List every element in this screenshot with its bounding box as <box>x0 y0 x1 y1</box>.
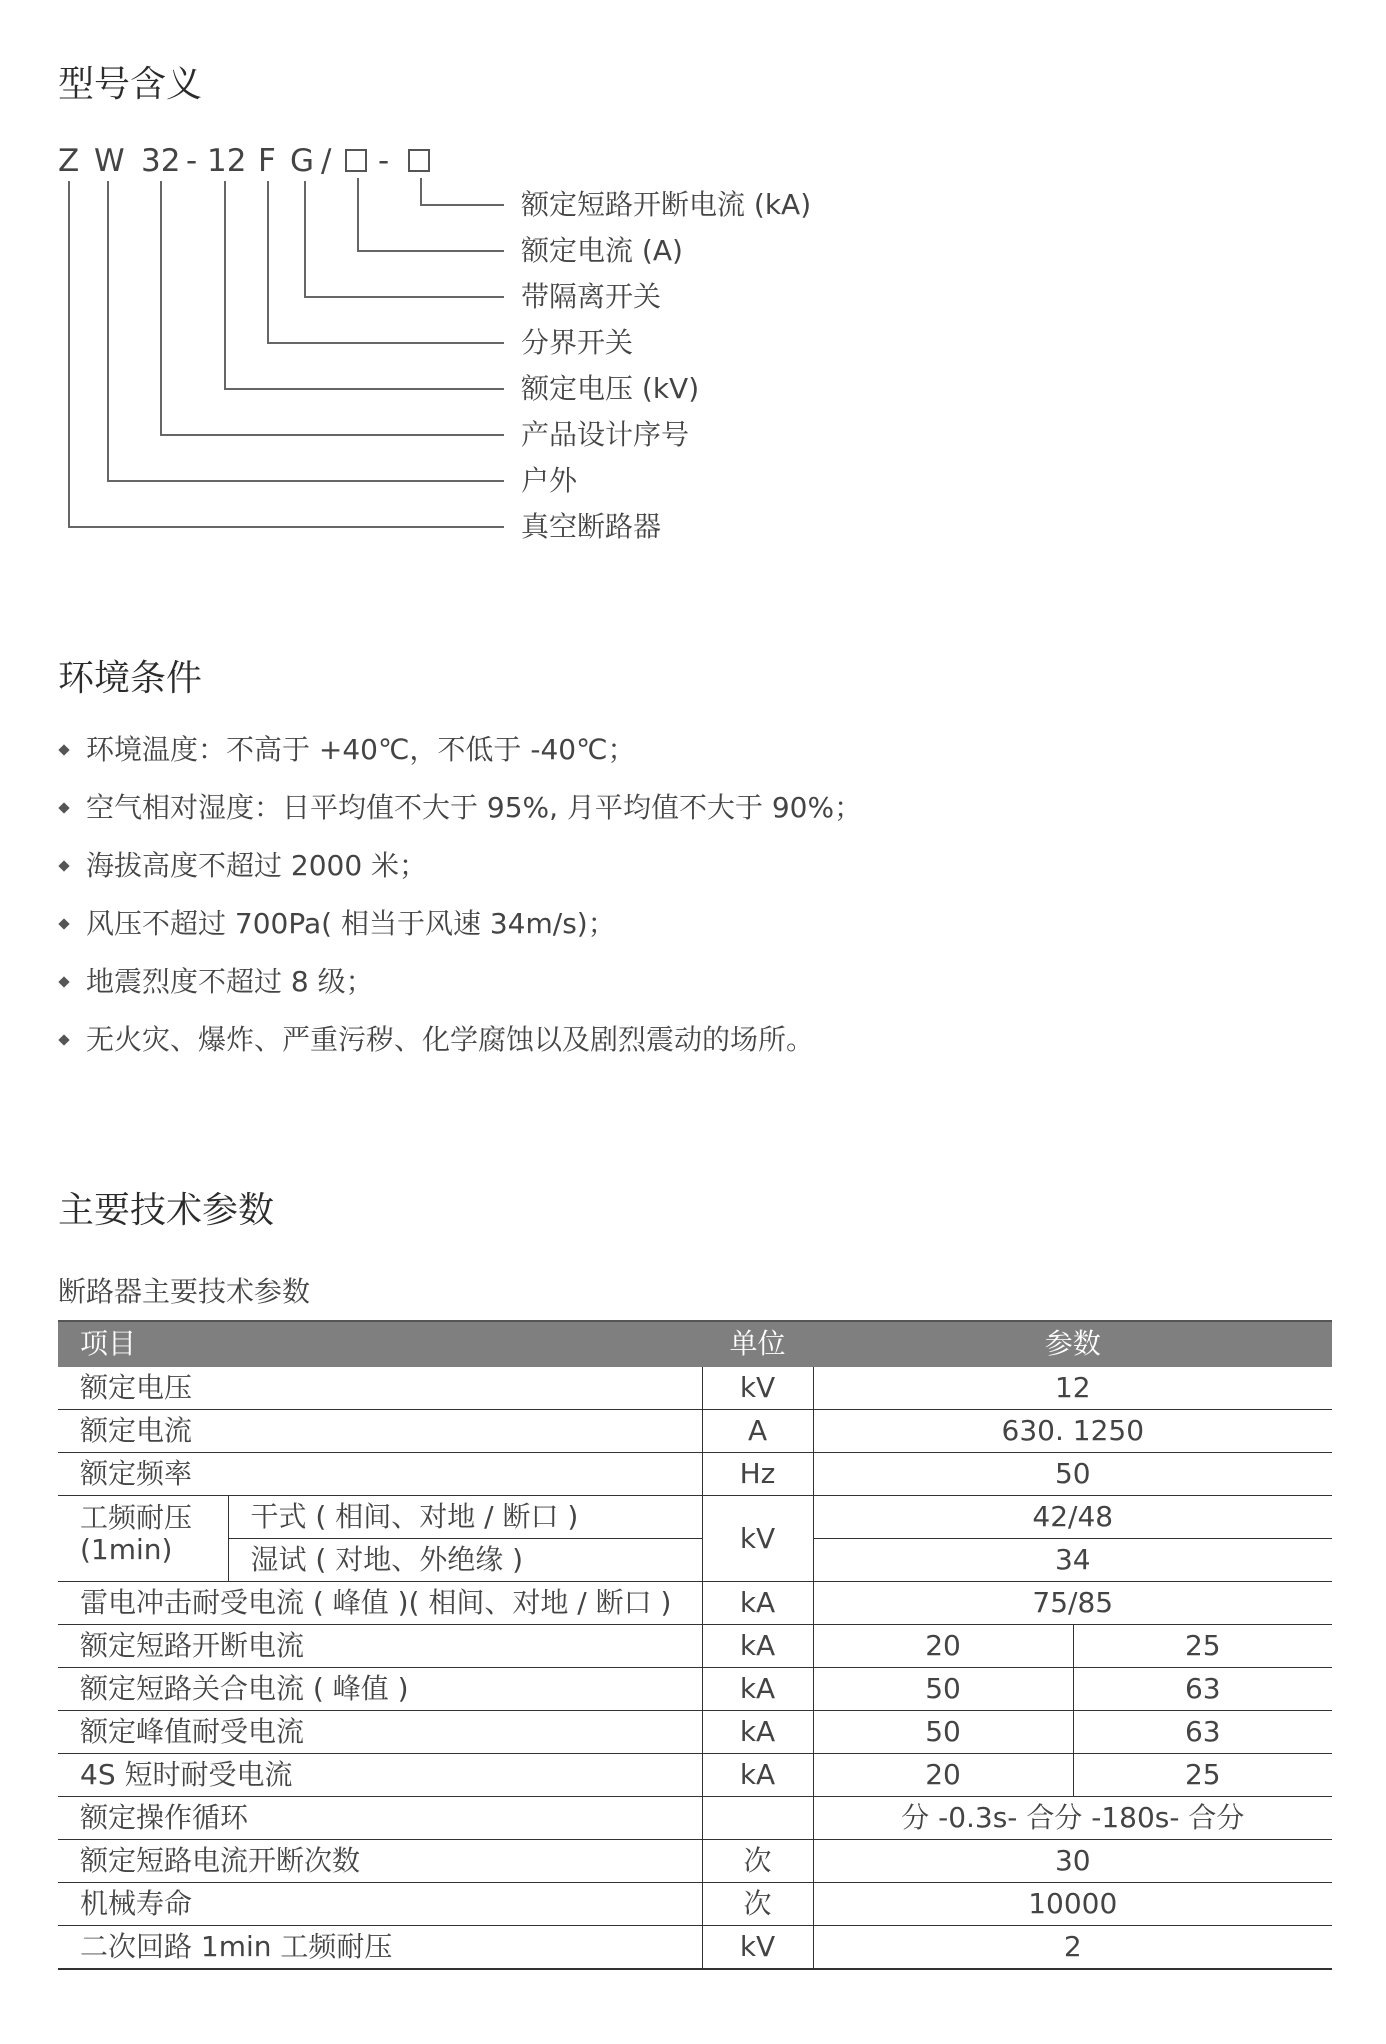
leader-line <box>304 296 504 298</box>
table-row: 额定峰值耐受电流 kA 50 63 <box>58 1711 1332 1754</box>
list-item: 风压不超过 700Pa( 相当于风速 34m/s)； <box>58 904 862 962</box>
diamond-bullet-icon <box>58 860 69 871</box>
power-freq-item: 工频耐压 (1min) <box>58 1496 228 1582</box>
leader-line <box>160 181 162 435</box>
spec-table <box>58 1320 1332 1970</box>
table-caption: 断路器主要技术参数 <box>58 1275 311 1308</box>
code-char-f: F <box>258 143 276 179</box>
table-row: 二次回路 1min 工频耐压 kV 2 <box>58 1926 1332 1970</box>
header-item: 项目 <box>58 1321 702 1367</box>
code-char-z: Z <box>58 143 80 179</box>
leader-line <box>224 181 226 389</box>
model-code-diagram <box>0 0 1386 560</box>
leader-line <box>304 181 306 297</box>
environment-list <box>58 730 862 1078</box>
leader-line <box>357 250 504 252</box>
leader-line <box>107 181 109 481</box>
legend-label-vacuum-breaker: 真空断路器 <box>521 510 662 543</box>
table-row: 湿试 ( 对地、外绝缘 ) 34 <box>58 1539 1332 1582</box>
code-char-g: G <box>290 143 315 179</box>
section-title-model: 型号含义 <box>58 64 203 105</box>
placeholder-box-break <box>408 149 430 172</box>
table-row: 工频耐压 (1min) 干式 ( 相间、对地 / 断口 ) kV 42/48 <box>58 1496 1332 1539</box>
leader-line <box>267 342 504 344</box>
legend-label-break-current: 额定短路开断电流 (kA) <box>521 188 812 221</box>
legend-label-boundary-switch: 分界开关 <box>521 326 634 359</box>
diamond-bullet-icon <box>58 1034 69 1045</box>
table-row: 额定短路开断电流 kA 20 25 <box>58 1625 1332 1668</box>
leader-line <box>68 181 70 527</box>
diamond-bullet-icon <box>58 918 69 929</box>
code-char-dash-2: - <box>378 143 390 179</box>
leader-line <box>420 204 504 206</box>
diamond-bullet-icon <box>58 976 69 987</box>
legend-label-rated-voltage: 额定电压 (kV) <box>521 372 700 405</box>
leader-line <box>68 526 504 528</box>
list-item: 空气相对湿度：日平均值不大于 95%, 月平均值不大于 90%； <box>58 788 862 846</box>
table-row: 额定电流 A 630. 1250 <box>58 1410 1332 1453</box>
table-row: 额定操作循环 分 -0.3s- 合分 -180s- 合分 <box>58 1797 1332 1840</box>
table-row: 额定电压 kV 12 <box>58 1367 1332 1410</box>
leader-line <box>357 178 359 251</box>
list-item: 海拔高度不超过 2000 米； <box>58 846 862 904</box>
leader-line <box>267 181 269 343</box>
code-char-slash: / <box>321 143 332 179</box>
table-row: 额定短路关合电流 ( 峰值 ) kA 50 63 <box>58 1668 1332 1711</box>
code-char-12: 12 <box>207 143 247 179</box>
table-row: 额定短路电流开断次数 次 30 <box>58 1840 1332 1883</box>
legend-label-outdoor: 户外 <box>521 464 578 497</box>
table-row: 额定频率 Hz 50 <box>58 1453 1332 1496</box>
table-row: 机械寿命 次 10000 <box>58 1883 1332 1926</box>
diamond-bullet-icon <box>58 802 69 813</box>
table-row: 4S 短时耐受电流 kA 20 25 <box>58 1754 1332 1797</box>
legend-label-design-number: 产品设计序号 <box>521 418 690 451</box>
list-item: 地震烈度不超过 8 级； <box>58 962 862 1020</box>
section-title-environment: 环境条件 <box>58 658 203 699</box>
code-char-32: 32 <box>141 143 181 179</box>
leader-line <box>160 434 504 436</box>
diamond-bullet-icon <box>58 744 69 755</box>
list-item: 无火灾、爆炸、严重污秽、化学腐蚀以及剧烈震动的场所。 <box>58 1020 862 1078</box>
header-unit: 单位 <box>702 1321 813 1367</box>
table-header-row <box>58 1321 1332 1367</box>
section-title-specs: 主要技术参数 <box>58 1190 275 1231</box>
leader-line <box>107 480 504 482</box>
legend-label-isolator: 带隔离开关 <box>521 280 662 313</box>
list-item: 环境温度：不高于 +40℃，不低于 -40℃； <box>58 730 862 788</box>
header-param: 参数 <box>813 1321 1332 1367</box>
table-row: 雷电冲击耐受电流 ( 峰值 )( 相间、对地 / 断口 ) kA 75/85 <box>58 1582 1332 1625</box>
placeholder-box-current <box>345 149 367 172</box>
code-char-w: W <box>94 143 125 179</box>
leader-line <box>420 178 422 205</box>
legend-label-rated-current: 额定电流 (A) <box>521 234 683 267</box>
leader-line <box>224 388 504 390</box>
code-char-dash: - <box>186 143 198 179</box>
